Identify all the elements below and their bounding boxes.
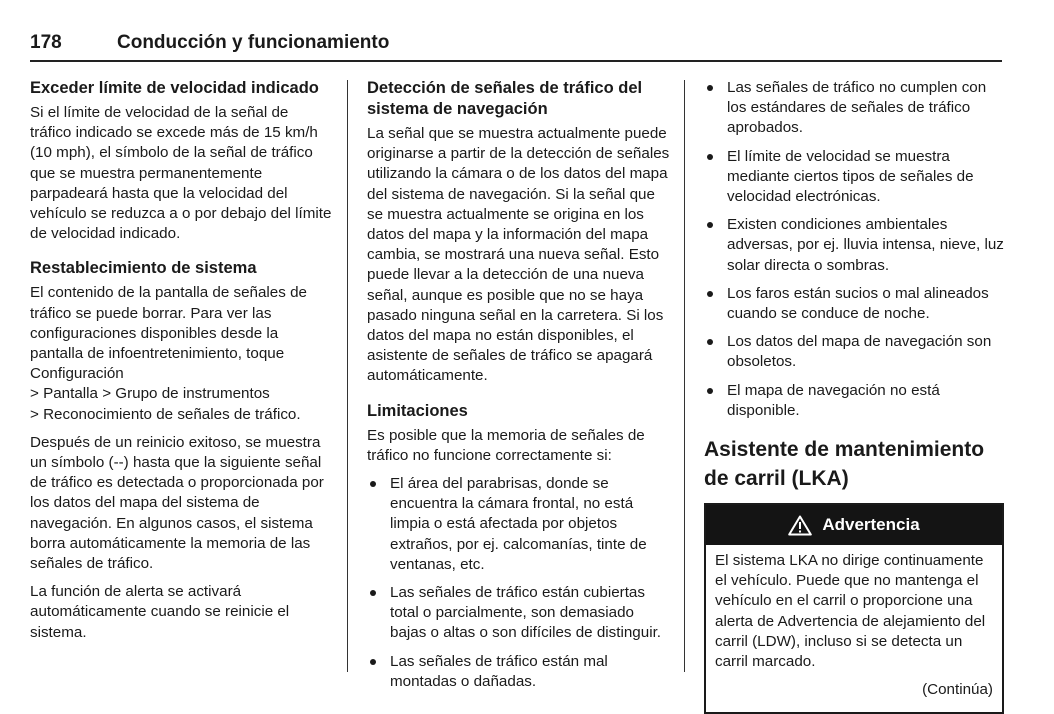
list-item: Las señales de tráfico están cubiertas total o parcialmente, son demasiado bajas o altas o son difíciles de distinguir. — [367, 583, 672, 644]
column-left — [30, 78, 332, 657]
section-exceed-speed-limit — [30, 78, 332, 244]
bullet-list — [367, 474, 672, 692]
menu-path: > Pantalla > Grupo de instrumentos — [30, 385, 270, 403]
column-right — [704, 78, 1004, 714]
paragraph: El contenido de la pantalla de señales de tráfico se puede borrar. Para ver las configuraciones disponibles desde la pantalla de infoentretenimiento, toque Configuración — [30, 284, 307, 383]
page-number: 178 — [30, 32, 62, 53]
warning-triangle-icon — [788, 515, 812, 536]
section-system-reset — [30, 258, 332, 642]
warning-box — [704, 503, 1004, 714]
column-middle — [367, 78, 672, 706]
paragraph: Es posible que la memoria de señales de tráfico no funcione correctamente si: — [367, 426, 645, 464]
warning-text: El sistema LKA no dirige continuamente el vehículo. Puede que no mantenga el vehículo en el carril o proporcione una alerta de Advertencia de alejamiento del carril (LDW), incluso si se detecta un carril marcado. — [715, 552, 986, 671]
warning-title: Advertencia — [822, 514, 920, 534]
section-title-lka: Asistente de mantenimiento de carril (LKA) — [704, 438, 985, 491]
warning-header — [706, 505, 1002, 545]
page-header — [30, 30, 1002, 62]
section-heading: Detección de señales de tráfico del sistema de navegación — [367, 79, 643, 118]
paragraph: Después de un reinicio exitoso, se muestra un símbolo (--) hasta que la siguiente señal de tráfico es detectada o proporcionada por los datos del mapa del sistema de navegación. En algunos casos, el sistema borra automáticamente la memoria de las señales de tráfico. — [30, 433, 324, 573]
section-limitations — [367, 401, 672, 692]
paragraph: Si el límite de velocidad de la señal de tráfico indicado se excede más de 15 km/h (10 mph), el símbolo de la señal de tráfico que se muestra permanentemente parpadeará hasta que la velocidad del vehículo se reduzca a o por debajo del límite de velocidad indicado. — [30, 104, 332, 243]
list-item: Los datos del mapa de navegación son obsoletos. — [704, 332, 1004, 372]
paragraph: La función de alerta se activará automáticamente cuando se reinicie el sistema. — [30, 583, 290, 641]
page-title: Conducción y funcionamiento — [117, 32, 390, 53]
continued-label: (Continúa) — [922, 681, 993, 699]
list-item: Las señales de tráfico no cumplen con los estándares de señales de tráfico aprobados. — [704, 78, 1004, 139]
list-item: Los faros están sucios o mal alineados cuando se conduce de noche. — [704, 284, 1004, 324]
list-item: El mapa de navegación no está disponible. — [704, 381, 1004, 421]
list-item: Existen condiciones ambientales adversas, por ej. lluvia intensa, nieve, luz solar directa o sombras. — [704, 215, 1004, 276]
paragraph: La señal que se muestra actualmente puede originarse a partir de la detección de señales utilizando la cámara o de los datos del mapa del sistema de navegación. Si la señal que se muestra actualmente se origina en los datos del mapa y la información del mapa cambia, se mostrará una nueva señal. Esto puede llevar a la detección de una nueva señal, aunque es posible que no se haya pasado ninguna señal en la carretera. Si los datos del mapa no están disponibles, el asistente de señales de tráfico se apagará automáticamente. — [367, 125, 670, 385]
warning-body — [706, 545, 1002, 712]
list-item: El área del parabrisas, donde se encuentra la cámara frontal, no está limpia o está afectada por objetos extraños, por ej. calcomanías, tinte de ventanas, etc. — [367, 474, 672, 575]
list-item: El límite de velocidad se muestra mediante ciertos tipos de señales de velocidad electrónicas. — [704, 147, 1004, 208]
section-heading: Restablecimiento de sistema — [30, 259, 257, 278]
bullet-list — [704, 78, 1004, 421]
list-item: Las señales de tráfico están mal montadas o dañadas. — [367, 652, 672, 692]
column-divider — [684, 80, 685, 672]
section-heading: Exceder límite de velocidad indicado — [30, 79, 319, 97]
column-divider — [347, 80, 348, 672]
section-navigation-sign-detection — [367, 78, 672, 387]
menu-path: > Reconocimiento de señales de tráfico. — [30, 405, 301, 423]
section-heading: Limitaciones — [367, 401, 468, 420]
